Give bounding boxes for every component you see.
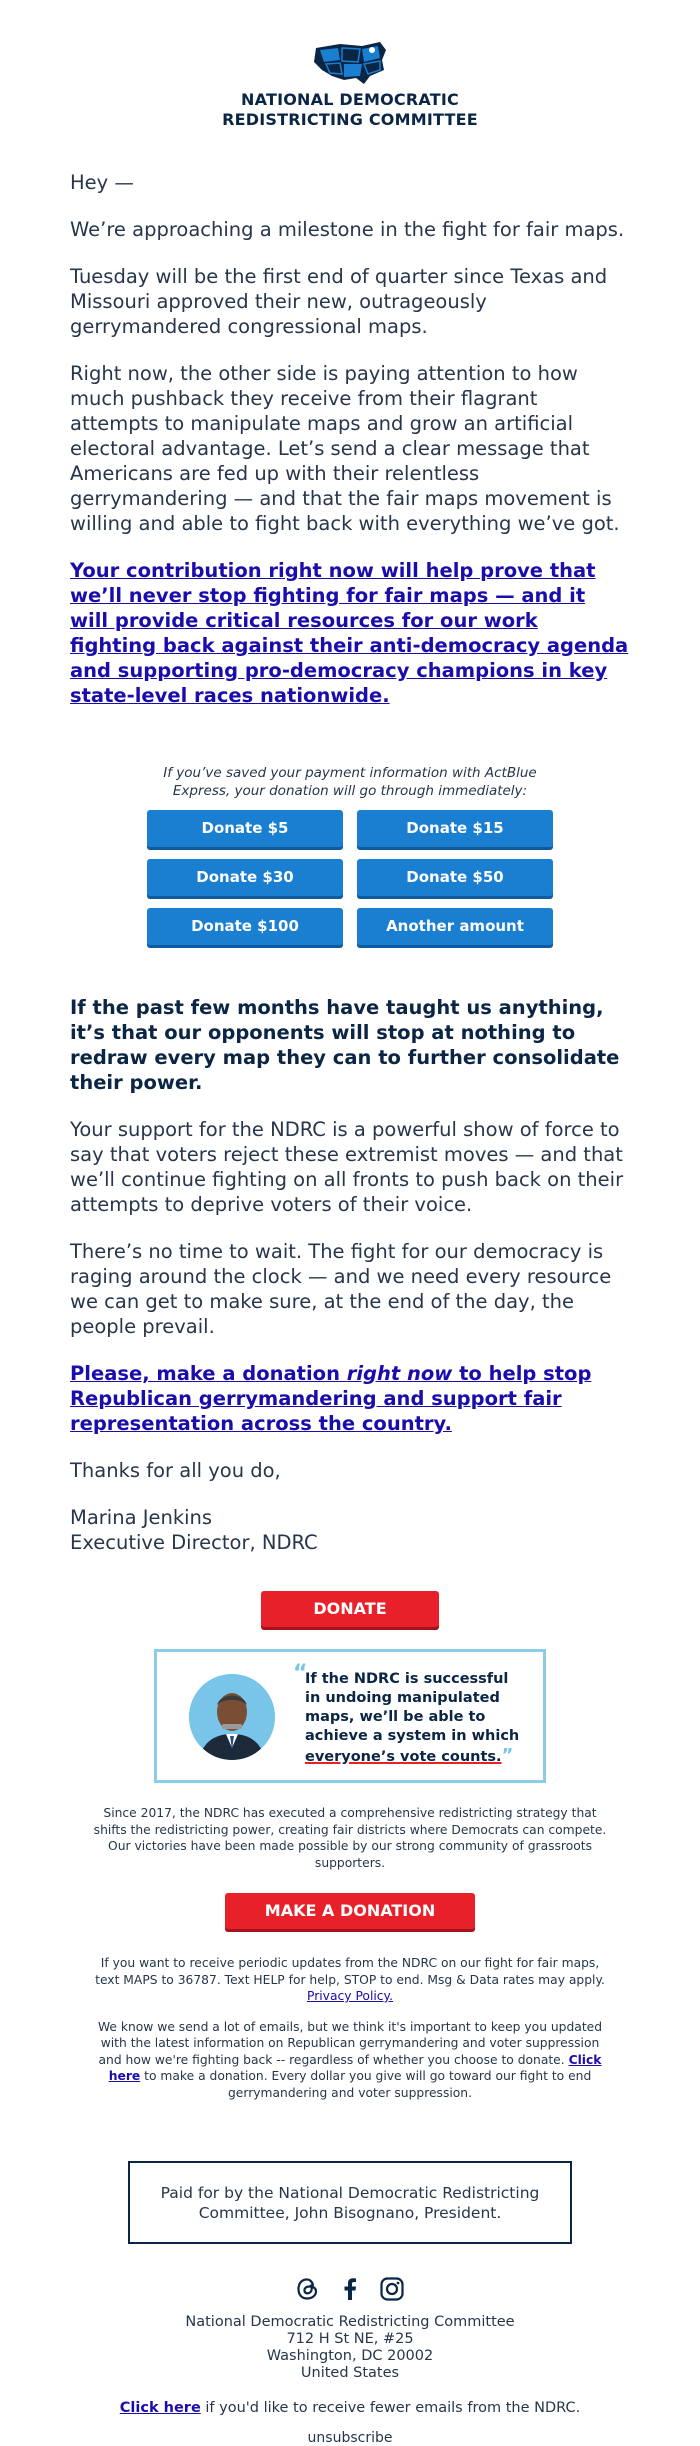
quote-box <box>154 1649 546 1783</box>
make-donation-link-post: to help stop Republican gerrymandering and support fair representation across the country. <box>70 1362 592 1435</box>
threads-icon[interactable] <box>295 2276 321 2302</box>
sms-text-body: If you want to receive periodic updates from the NDRC on our fight for fair maps, text MAPS to 36787. Text HELP for help, STOP to end. Msg & Data rates may apply. <box>95 1956 605 1987</box>
fewer-emails-text: if you'd like to receive fewer emails from the NDRC. <box>200 2400 581 2416</box>
quote-underlined: everyone’s vote counts. <box>305 1749 502 1765</box>
address-line-4: United States <box>300 2365 400 2381</box>
donate-button[interactable]: DONATE <box>261 1591 439 1627</box>
address-line-3: Washington, DC 20002 <box>266 2348 434 2364</box>
donate-50-button[interactable]: Donate $50 <box>357 859 553 896</box>
emails-text <box>90 2019 610 2102</box>
bold-paragraph: If the past few months have taught us anything, it’s that our opponents will stop at nothing to redraw every map they can to further consolidate their power. <box>70 996 620 1094</box>
open-quote-mark: “ <box>293 1661 308 1686</box>
quote-text <box>293 1661 525 1767</box>
emails-text-pre: We know we send a lot of emails, but we think it's important to keep you updated with the latest information on Republican gerrymandering and voter suppression and how we're fighting back -- regardless of whether you choose to donate. <box>97 2019 603 2067</box>
close-quote-mark: ” <box>501 1745 514 1766</box>
instagram-icon[interactable] <box>379 2276 405 2302</box>
make-donation-link-pre: Please, make a donation <box>70 1362 347 1385</box>
paragraph-2: Tuesday will be the first end of quarter since Texas and Missouri approved their new, outrageously gerrymandered congressional maps. <box>70 265 608 338</box>
facebook-icon[interactable] <box>337 2276 363 2302</box>
fewer-emails-link[interactable]: Click here <box>119 2400 201 2416</box>
donate-100-button[interactable]: Donate $100 <box>147 908 343 945</box>
sms-block <box>0 1955 700 2005</box>
address-line-2: 712 H St NE, #25 <box>286 2331 414 2347</box>
email-header <box>0 0 700 130</box>
thanks-line: Thanks for all you do, <box>70 1459 281 1482</box>
paragraph-4: Your support for the NDRC is a powerful show of force to say that voters reject these extremist moves — and that we’ll continue fighting on all fronts to push back on their attempts to deprive voters of their voice. <box>70 1118 624 1216</box>
org-name-line1: NATIONAL DEMOCRATIC <box>241 90 459 109</box>
privacy-policy-link[interactable]: Privacy Policy. <box>307 1989 393 2003</box>
address-line-1: National Democratic Redistricting Committee <box>185 2314 515 2330</box>
paragraph-1: We’re approaching a milestone in the fight for fair maps. <box>70 218 625 241</box>
donate-other-amount-button[interactable]: Another amount <box>357 908 553 945</box>
fewer-emails-line <box>0 2400 700 2416</box>
paid-for-box <box>128 2161 572 2244</box>
make-donation-link-emphasis: right now <box>346 1362 453 1385</box>
since-2017-text: Since 2017, the NDRC has executed a comprehensive redistricting strategy that shifts the redistricting power, creating fair districts where Democrats can compete. Our victories have been made possible by our strong community of grassroots supporters. <box>93 1806 607 1870</box>
quote-main: If the NDRC is successful in undoing manipulated maps, we’ll be able to achieve a system in which <box>305 1671 520 1744</box>
sms-text <box>92 1955 608 2005</box>
social-links <box>0 2276 700 2302</box>
paid-for-block <box>0 2161 700 2244</box>
donate-5-button[interactable]: Donate $5 <box>147 810 343 847</box>
make-a-donation-button[interactable]: MAKE A DONATION <box>225 1893 475 1929</box>
portrait-illustration <box>189 1674 275 1760</box>
contribution-link[interactable]: Your contribution right now will help prove that we’ll never stop fighting for fair maps — and it will provide critical resources for our work fighting back against their anti-democracy agenda and supporting pro-democracy champions in key state-level races nationwide. <box>70 559 629 707</box>
executive-portrait <box>189 1674 275 1760</box>
donate-block <box>0 764 700 945</box>
emails-block <box>0 2019 700 2102</box>
paragraph-5: There’s no time to wait. The fight for our democracy is raging around the clock — and we need every resource we can get to make sure, at the end of the day, the people prevail. <box>70 1240 612 1338</box>
make-donation-link[interactable] <box>70 1361 630 1436</box>
donate-15-button[interactable]: Donate $15 <box>357 810 553 847</box>
greeting: Hey — <box>70 171 134 194</box>
signature-name: Marina Jenkins <box>70 1506 213 1529</box>
emails-text-post: to make a donation. Every dollar you give will go toward our fight to end gerrymandering and voter suppression. <box>140 2069 592 2100</box>
signature-title: Executive Director, NDRC <box>70 1531 318 1554</box>
donate-30-button[interactable]: Donate $30 <box>147 859 343 896</box>
mailing-address <box>0 2314 700 2382</box>
email-body <box>0 170 700 708</box>
click-here-donate-link[interactable]: Click here <box>108 2052 602 2083</box>
paid-for-text: Paid for by the National Democratic Redistricting Committee, John Bisognano, President. <box>160 2183 540 2222</box>
donate-button-grid <box>0 810 700 945</box>
paragraph-3: Right now, the other side is paying attention to how much pushback they receive from their flagrant attempts to manipulate maps and grow an artificial electoral advantage. Let’s send a clear message that Americans are fed up with their relentless gerrymandering — and that the fair maps movement is willing and able to fight back with everything we’ve got. <box>70 362 620 535</box>
email-body-2 <box>0 995 700 1555</box>
unsubscribe-link[interactable]: unsubscribe <box>307 2430 393 2446</box>
org-name-line2: REDISTRICTING COMMITTEE <box>222 110 478 129</box>
since-block <box>0 1805 700 1871</box>
actblue-note: If you’ve saved your payment information with ActBlue Express, your donation will go through immediately: <box>163 765 537 799</box>
us-map-puzzle-icon <box>310 40 390 86</box>
